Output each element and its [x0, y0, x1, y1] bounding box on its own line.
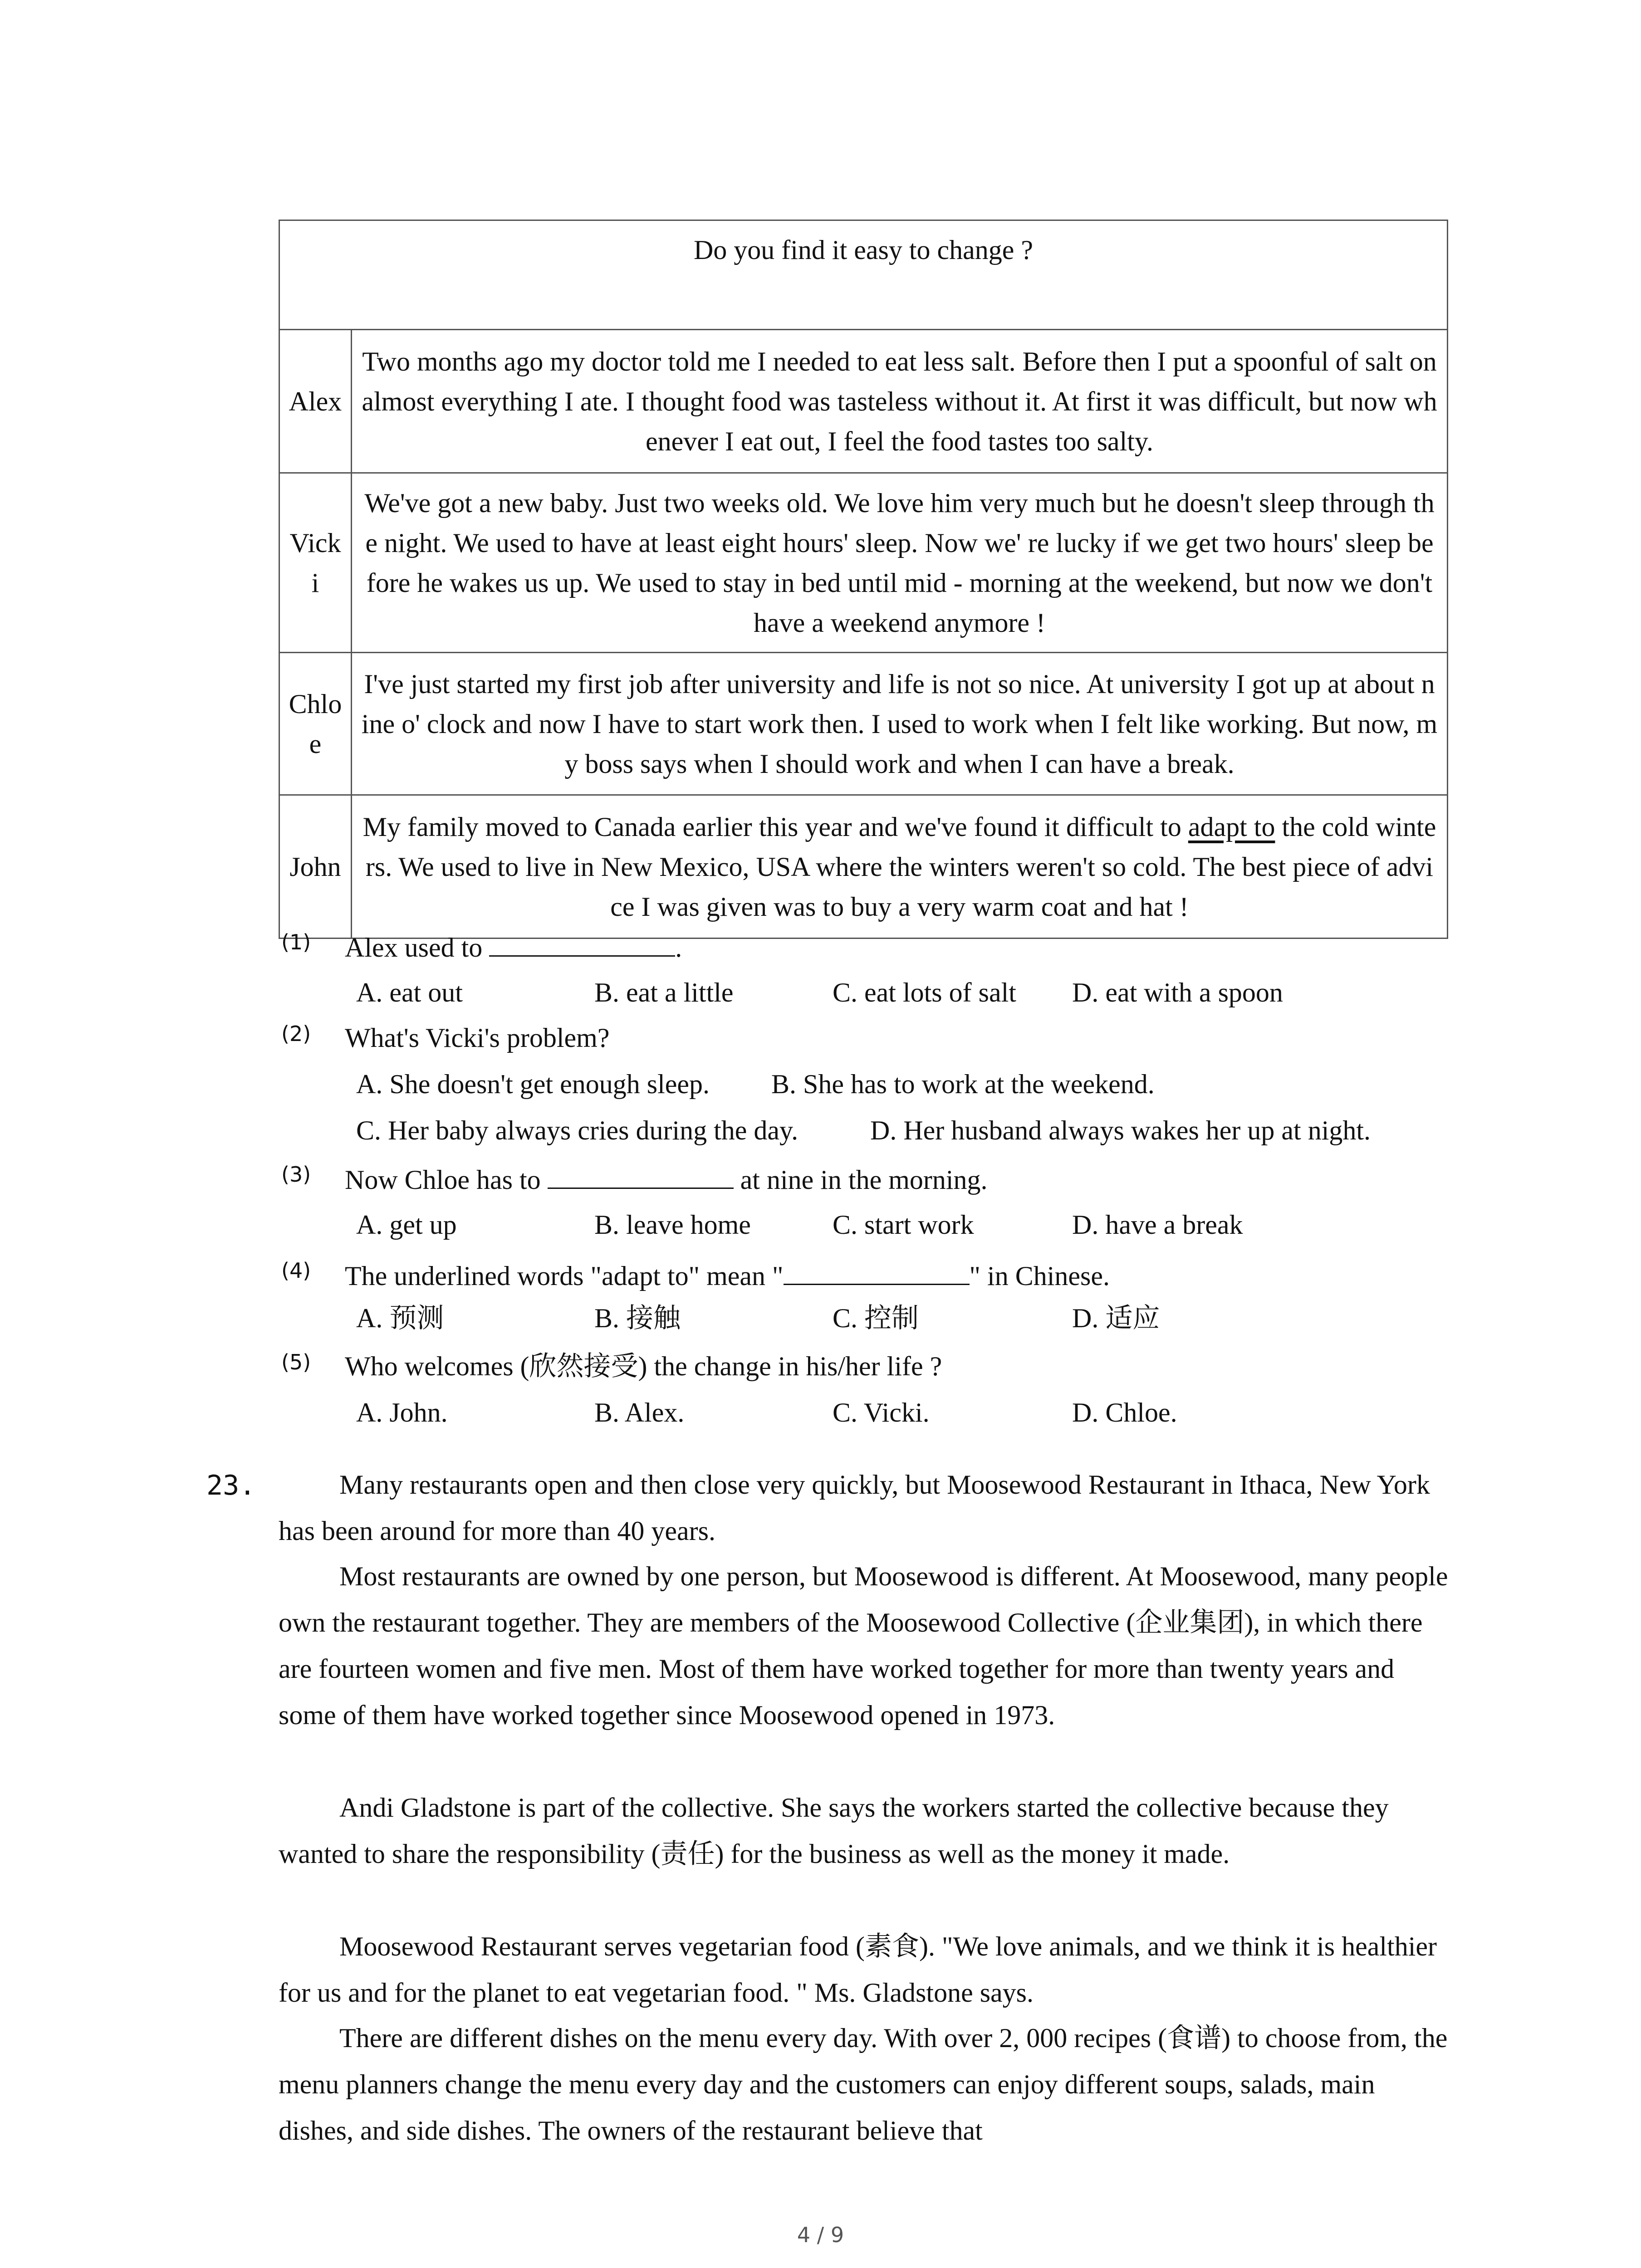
- question-23-number: 23.: [206, 1470, 256, 1501]
- table-row: [279, 653, 1448, 795]
- option-c: C. Vicki.: [833, 1398, 930, 1427]
- option-d: D. 适应: [1072, 1303, 1160, 1333]
- option-a: A. John.: [356, 1398, 448, 1427]
- option-c: C. 控制: [833, 1303, 919, 1333]
- row-name: Vicki: [279, 473, 352, 653]
- table-row: [279, 473, 1448, 653]
- passage-paragraph: There are different dishes on the menu every day. With over 2, 000 recipes (食谱) to choose from, the menu planners change the menu every day and the customers can enjoy different soups, salads, main dishes, and side dishes. The owners of the restaurant believe that: [279, 2023, 1448, 2146]
- answer-blank: [784, 1256, 970, 1285]
- question-stem: [345, 1160, 988, 1198]
- table-row: [279, 330, 1448, 473]
- table-row: [279, 795, 1448, 938]
- option-b: B. eat a little: [594, 978, 734, 1007]
- row-text-before: My family moved to Canada earlier this year and we've found it difficult to: [362, 811, 1188, 842]
- option-c: C. eat lots of salt: [833, 978, 1016, 1007]
- survey-table: [279, 220, 1448, 939]
- row-text: [352, 795, 1448, 938]
- page-number: 4 / 9: [797, 2223, 844, 2247]
- option-b: B. Alex.: [594, 1398, 685, 1427]
- question-number: (1): [281, 930, 311, 954]
- answer-blank: [489, 928, 675, 957]
- row-text: We've got a new baby. Just two weeks old. We love him very much but he doesn't sleep through the night. We used to have at least eight hours' sleep. Now we' re lucky if we get two hours' sleep before he wakes us up. We used to stay in bed until mid - morning at the weekend, but now we don't have a weekend anymore !: [352, 473, 1448, 653]
- row-text: Two months ago my doctor told me I needed to eat less salt. Before then I put a spoonful of salt on almost everything I ate. I thought food was tasteless without it. At first it was difficult, but now whenever I eat out, I feel the food tastes too salty.: [352, 330, 1448, 473]
- option-a: A. 预测: [356, 1303, 444, 1333]
- question-number: (2): [281, 1022, 311, 1046]
- passage-paragraph: Many restaurants open and then close very quickly, but Moosewood Restaurant in Ithaca, New York has been around for more than 40 years.: [279, 1470, 1430, 1546]
- question-number: (5): [281, 1350, 311, 1374]
- passage-paragraph: Moosewood Restaurant serves vegetarian food (素食). "We love animals, and we think it is healthier for us and for the planet to eat vegetarian food. " Ms. Gladstone says.: [279, 1931, 1437, 2008]
- question-number: (3): [281, 1162, 311, 1187]
- question-text: The underlined words "adapt to" mean ": [345, 1261, 784, 1291]
- underlined-words: adapt to: [1188, 811, 1275, 842]
- question-number: (4): [281, 1258, 311, 1283]
- question-text: Now Chloe has to: [345, 1165, 548, 1195]
- question-text-after: .: [675, 933, 682, 963]
- option-d: D. have a break: [1072, 1210, 1243, 1240]
- question-stem: Who welcomes (欣然接受) the change in his/her life ?: [345, 1351, 942, 1381]
- option-c: C. start work: [833, 1210, 974, 1240]
- passage-paragraph: Most restaurants are owned by one person, but Moosewood is different. At Moosewood, many people own the restaurant together. They are members of the Moosewood Collective (企业集团), in which there are fourteen women and five men. Most of them have worked together for more than twenty years and some of them have worked together since Moosewood opened in 1973.: [279, 1561, 1448, 1730]
- passage-paragraph: Andi Gladstone is part of the collective. She says the workers started the collective because they wanted to share the responsibility (责任) for the business as well as the money it made.: [279, 1793, 1389, 1869]
- option-a: A. get up: [356, 1210, 457, 1240]
- question-text-after: at nine in the morning.: [733, 1165, 988, 1195]
- row-name: Alex: [279, 330, 352, 473]
- row-text: I've just started my first job after university and life is not so nice. At university I got up at about nine o' clock and now I have to start work then. I used to work when I felt like working. But now, my boss says when I should work and when I can have a break.: [352, 653, 1448, 795]
- table-title: Do you find it easy to change ?: [279, 220, 1448, 330]
- option-b: B. leave home: [594, 1210, 751, 1240]
- question-stem: [345, 1256, 1110, 1294]
- option-d: D. eat with a spoon: [1072, 978, 1283, 1007]
- option-d: D. Her husband always wakes her up at night.: [870, 1115, 1371, 1145]
- option-b: B. She has to work at the weekend.: [771, 1069, 1155, 1099]
- question-text-after: " in Chinese.: [969, 1261, 1110, 1291]
- row-name: John: [279, 795, 352, 938]
- question-stem: [345, 928, 682, 966]
- option-a: A. She doesn't get enough sleep.: [356, 1069, 710, 1099]
- question-text: Alex used to: [345, 933, 490, 963]
- answer-blank: [548, 1160, 734, 1189]
- option-a: A. eat out: [356, 978, 463, 1007]
- question-stem: What's Vicki's problem?: [345, 1023, 610, 1053]
- row-text-after: the cold winters. We used to live in New Mexico, USA where the winters weren't so cold. The best piece of advice I was given was to buy a very warm coat and hat !: [365, 811, 1436, 922]
- row-name: Chloe: [279, 653, 352, 795]
- option-d: D. Chloe.: [1072, 1398, 1177, 1427]
- option-b: B. 接触: [594, 1303, 681, 1333]
- option-c: C. Her baby always cries during the day.: [356, 1115, 798, 1145]
